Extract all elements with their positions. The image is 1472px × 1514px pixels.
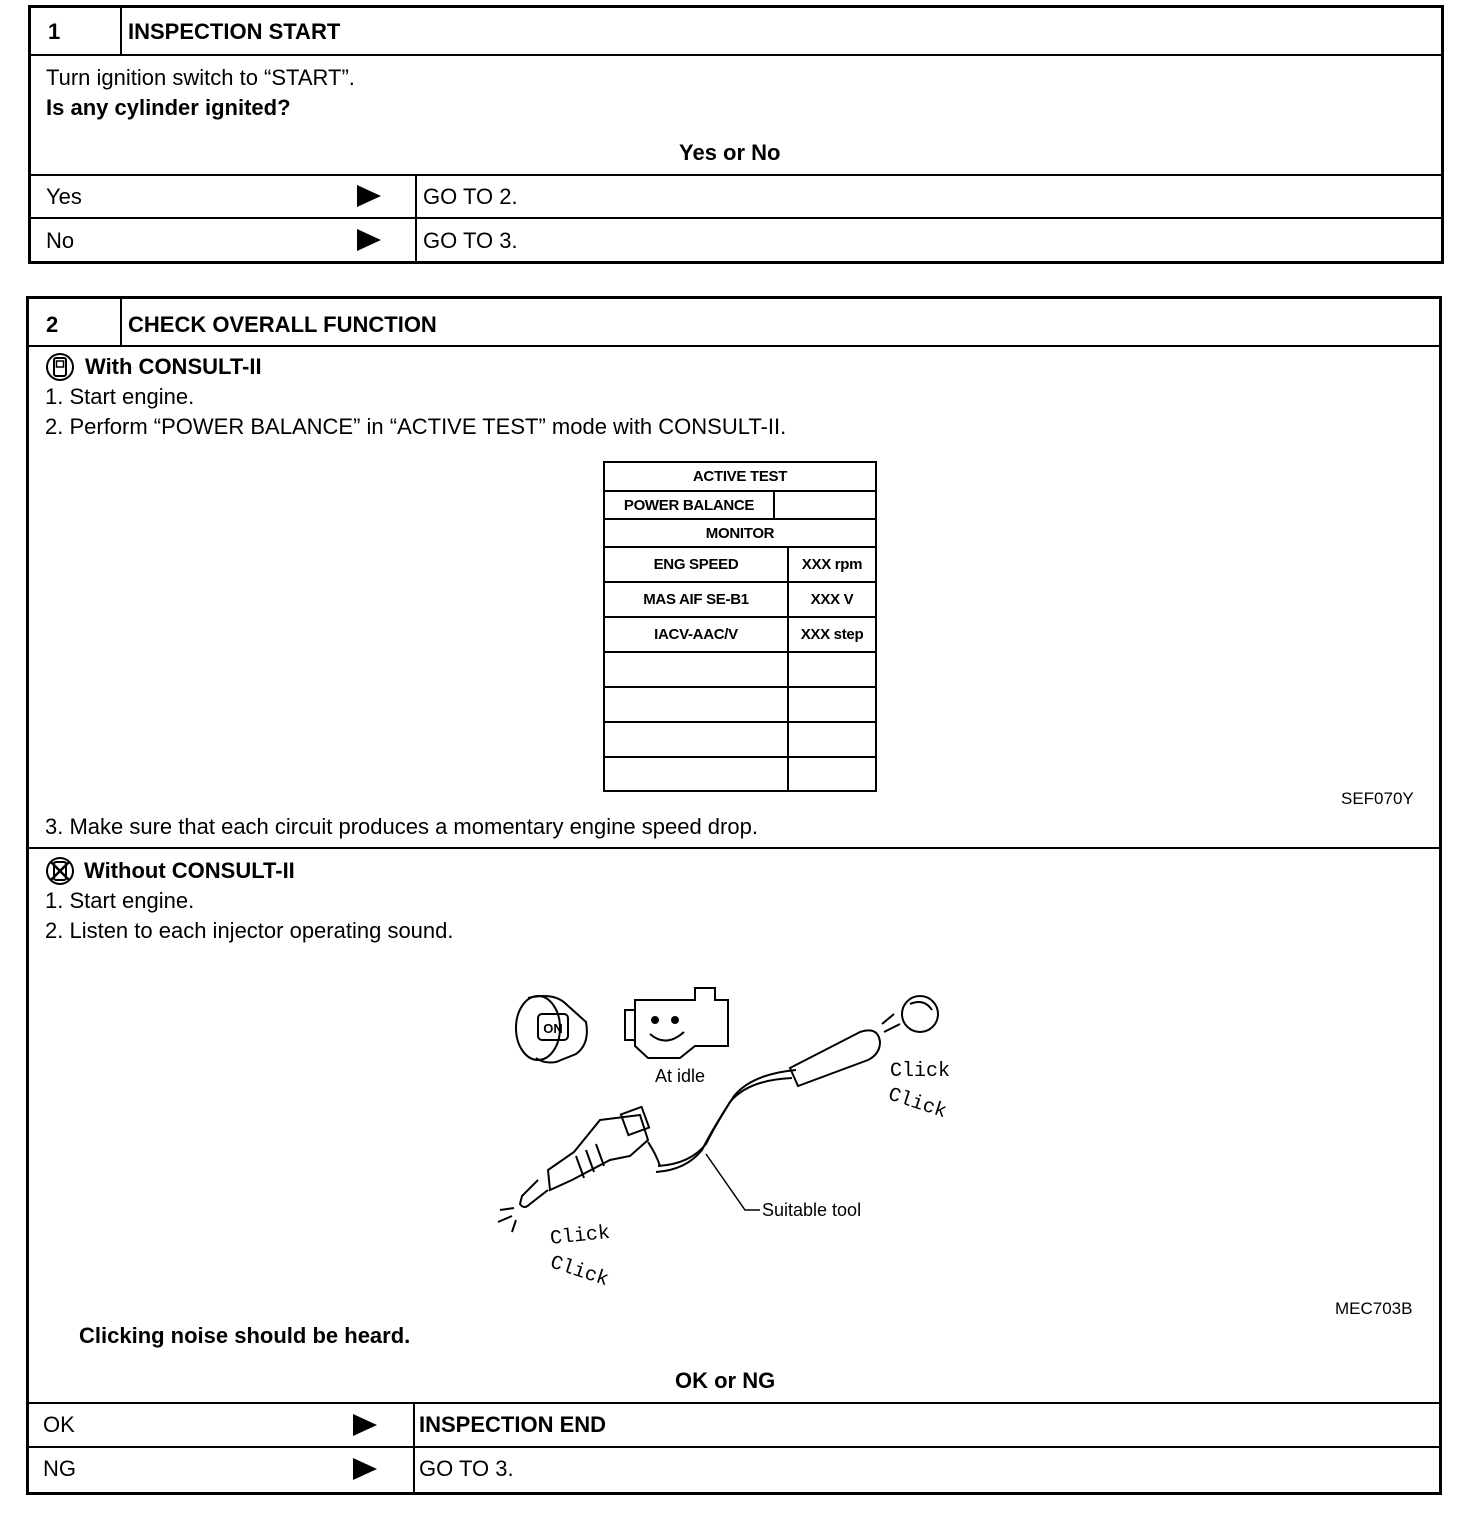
active-test-header: ACTIVE TEST [692, 468, 788, 485]
monitor-item-value: XXX V [810, 591, 854, 608]
outcome-label-ng: NG [43, 1456, 76, 1481]
procedure-step: 1. Start engine. [45, 384, 195, 409]
right-arrow-icon [353, 1458, 377, 1480]
divider [31, 54, 1441, 56]
with-consult-heading: With CONSULT-II [85, 354, 262, 379]
figure-code: SEF070Y [1341, 789, 1414, 808]
click-text: Click [547, 1251, 612, 1293]
divider [415, 174, 417, 264]
test-item-value [775, 492, 875, 518]
monitor-item-name [605, 758, 787, 790]
monitor-item-value [789, 723, 875, 756]
divider [31, 174, 1441, 176]
monitor-item-value [789, 758, 875, 790]
question-text: Is any cylinder ignited? [46, 95, 291, 120]
divider [413, 1402, 415, 1495]
monitor-item-value: XXX step [800, 626, 864, 643]
monitor-item-value: XXX rpm [801, 556, 863, 573]
divider [29, 345, 1439, 347]
monitor-item-name: MAS AIF SE-B1 [643, 591, 749, 608]
right-arrow-icon [357, 229, 381, 251]
divider [29, 847, 1439, 849]
right-arrow-icon [357, 185, 381, 207]
monitor-item-name: IACV-AAC/V [654, 626, 738, 643]
divider [120, 8, 122, 54]
without-consult-heading: Without CONSULT-II [84, 858, 295, 883]
monitor-item-name: ENG SPEED [653, 556, 739, 573]
monitor-item-value [789, 653, 875, 686]
step-title: CHECK OVERALL FUNCTION [128, 312, 437, 337]
divider [120, 299, 122, 345]
engine-label: At idle [654, 1066, 706, 1086]
engine-icon [625, 988, 728, 1058]
monitor-item-name [605, 653, 787, 686]
outcome-action-no: GO TO 3. [423, 228, 518, 253]
step-number: 2 [46, 312, 59, 337]
divider [29, 1446, 1439, 1448]
outcome-action-ng: GO TO 3. [419, 1456, 514, 1481]
click-text: Click [890, 1060, 951, 1083]
monitor-item-name [605, 688, 787, 721]
click-text: Click [885, 1083, 950, 1125]
monitor-item-name [605, 723, 787, 756]
consult-icon [45, 352, 75, 382]
instruction-text: Turn ignition switch to “START”. [46, 65, 355, 90]
outcome-label-yes: Yes [46, 184, 82, 209]
right-arrow-icon [353, 1414, 377, 1436]
outcome-label-no: No [46, 228, 75, 253]
monitor-item-value [789, 688, 875, 721]
fuel-injector-icon [498, 1107, 660, 1232]
divider [29, 1402, 1439, 1404]
monitor-header: MONITOR [705, 524, 775, 542]
step-number: 1 [48, 19, 61, 44]
test-item-label: POWER BALANCE [623, 496, 755, 514]
injector-sound-illustration [480, 970, 1000, 1300]
click-text: Click [549, 1221, 612, 1252]
active-test-screen [603, 461, 877, 792]
outcome-label-ok: OK [43, 1412, 75, 1437]
outcome-action-ok: INSPECTION END [419, 1412, 607, 1437]
procedure-step: 1. Start engine. [45, 888, 195, 913]
ok-ng-prompt: OK or NG [675, 1368, 776, 1393]
tool-label: Suitable tool [762, 1200, 862, 1220]
step-1-box [28, 5, 1444, 264]
procedure-step: 2. Listen to each injector operating sound. [45, 918, 454, 943]
divider [31, 217, 1441, 219]
procedure-step: 2. Perform “POWER BALANCE” in “ACTIVE TEST” mode with CONSULT-II. [45, 414, 787, 439]
figure-code: MEC703B [1335, 1299, 1413, 1318]
yes-no-prompt: Yes or No [679, 140, 781, 165]
procedure-step: 3. Make sure that each circuit produces a momentary engine speed drop. [45, 814, 758, 839]
no-consult-icon [45, 856, 75, 886]
key-on-label: ON [543, 1021, 563, 1036]
step-title: INSPECTION START [128, 19, 341, 44]
expected-result-note: Clicking noise should be heard. [79, 1323, 411, 1348]
outcome-action-yes: GO TO 2. [423, 184, 518, 209]
